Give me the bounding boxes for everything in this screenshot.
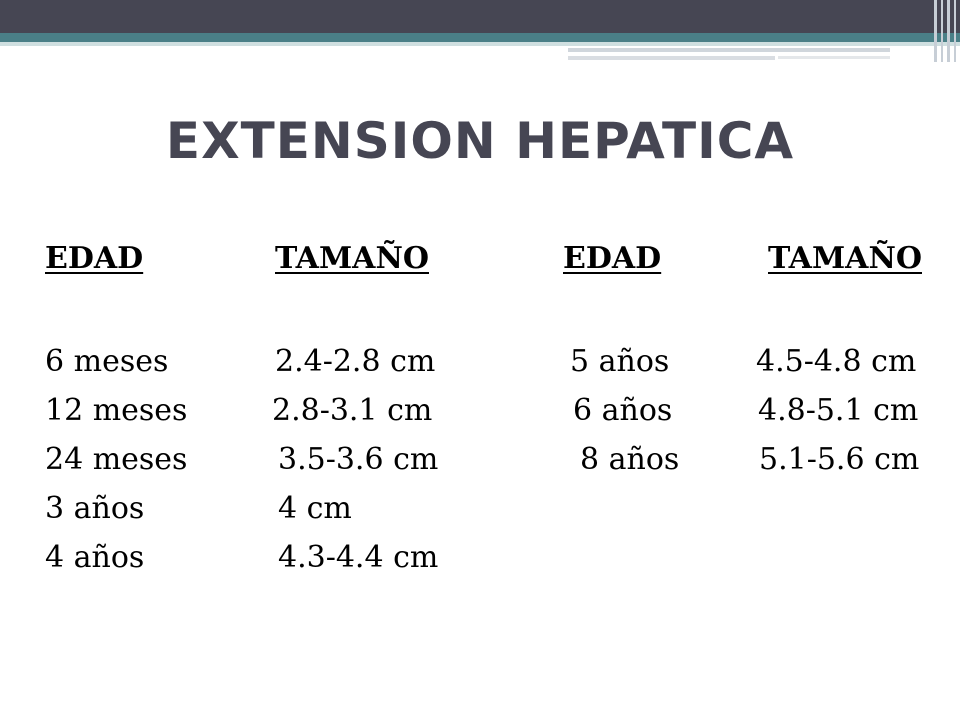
header-accent-line [778,56,890,59]
header-left-age: EDAD [45,241,144,276]
corner-decoration [930,0,960,62]
right-row-age: 8 años [580,442,680,477]
header-right-age: EDAD [563,241,662,276]
left-row-size: 4 cm [278,491,352,526]
right-row-size: 4.5-4.8 cm [756,344,917,379]
left-row-age: 12 meses [45,393,188,428]
slide-title: EXTENSION HEPATICA [165,112,795,170]
header-accent-line [568,48,890,52]
header-right-size: TAMAÑO [768,241,922,276]
right-row-size: 4.8-5.1 cm [758,393,919,428]
left-row-age: 3 años [45,491,145,526]
header-band-dark [0,0,960,33]
header-band-teal-light [0,42,960,46]
left-row-age: 6 meses [45,344,169,379]
left-row-age: 4 años [45,540,145,575]
left-row-size: 2.8-3.1 cm [272,393,433,428]
header-band-teal [0,33,960,42]
right-row-age: 5 años [570,344,670,379]
left-row-age: 24 meses [45,442,188,477]
left-row-size: 2.4-2.8 cm [275,344,436,379]
header-accent-line [568,56,775,60]
right-row-size: 5.1-5.6 cm [759,442,920,477]
header-left-size: TAMAÑO [275,241,429,276]
left-row-size: 4.3-4.4 cm [278,540,439,575]
left-row-size: 3.5-3.6 cm [278,442,439,477]
right-row-age: 6 años [573,393,673,428]
